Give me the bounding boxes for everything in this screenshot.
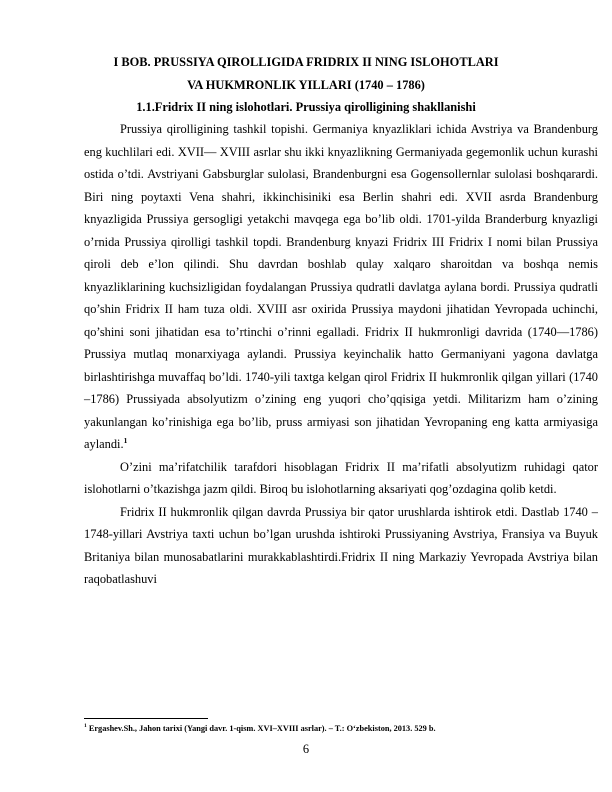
chapter-title-line-1: I BOB. PRUSSIYA QIROLLIGIDA FRIDRIX II NING ISLOHOTLARI [113,55,499,69]
paragraph-3-text: Fridrix II hukmronlik qilgan davrda Prussiya bir qator urushlarda ishtirok etdi. Dastlab 1740 –1748-yillari Avstriya taxti uchun bo’lgan urushda ishtiroki Prussiyaning Avstriya, Fransiya va Buyuk Britaniya bilan munosabatlarini murakkablashtirdi.Fridrix II ning Markaziy Yevropada Avstriya bilan raqobatlashuvi [84,504,598,586]
paragraph-3 [84,501,598,591]
paragraph-2-text: O’zini maʼrifatchilik tarafdori hisoblagan Fridrix II maʼrifatli absolyutizm ruhidagi qator islohotlarni o’tkazishga jazm qildi. Biroq bu islohotlarning aksariyati qog’ozdagina qolib ketdi. [84,459,598,496]
footnote-separator [84,718,208,719]
chapter-title-line-2: VA HUKMRONLIK YILLARI (1740 – 1786) [187,77,425,92]
footnote-marker: 1 [84,723,87,730]
page-number: 6 [302,742,310,756]
body-text [84,118,598,591]
footnote [84,723,598,735]
footnote-text: Ergashev.Sh., Jahon tarixi (Yangi davr. 1-qism. XVI–XVIII asrlar). – T.: O‘zbekiston, 2013. 529 b. [86,724,436,733]
paragraph-1-text: Prussiya qirolligining tashkil topishi. Germaniya knyazliklari ichida Avstriya va Brandenburg eng kuchlilari edi. XVII— XVIII asrlar shu ikki knyazlikning Germaniyada gegemonlik uchun kurashi ostida o’tdi. Avstriyani Gabsburglar sulolasi, Brandenburgni esa Gogensollernlar sulolasi boshqarardi. Biri ning poytaxti Vena shahri, ikkinchisiniki esa Berlin shahri edi. XVII asrda Brandenburg knyazligida Prussiya gersogligi yetakchi mavqega ega bo’lib oldi. 1701-yilda Branderburg knyazligi o’rnida Prussiya qirolligi tashkil topdi. Brandenburg knyazi Fridrix III Fridrix I nomi bilan Prussiya qiroli deb e’lon qilindi. Shu davrdan boshlab qulay xalqaro sharoitdan va boshqa nemis knyazliklarining kuchsizligidan foydalangan Prussiya qudratli davlatga aylana bordi. Prussiya qudratli qo’shin Fridrix II ham tuza oldi. XVIII asr oxirida Prussiya maydoni jihatidan Yevropada uchinchi, qo’shini soni jihatidan esa to’rtinchi o’rinni egalladi. Fridrix II hukmronligi davrida (1740—1786) Prussiya mutlaq monarxiyaga aylandi. Prussiya keyinchalik hatto Germaniyani yagona davlatga birlashtirishga muvaffaq bo’ldi. 1740-yili taxtga kelgan qirol Fridrix II hukmronlik qilgan yillari (1740 –1786) Prussiyada absolyutizm o’zining eng yuqori cho’qqisiga yetdi. Militarizm ham o’zining yakunlangan ko’rinishiga ega bo’lib, pruss armiyasi son jihatidan Yevropaning eng katta armiyasiga aylandi. [84,122,598,451]
paragraph-2 [84,456,598,501]
section-title: 1.1.Fridrix II ning islohotlari. Prussiya qirolligining shakllanishi [136,100,476,114]
footnote-reference: 1 [123,435,128,445]
paragraph-1 [84,118,598,456]
